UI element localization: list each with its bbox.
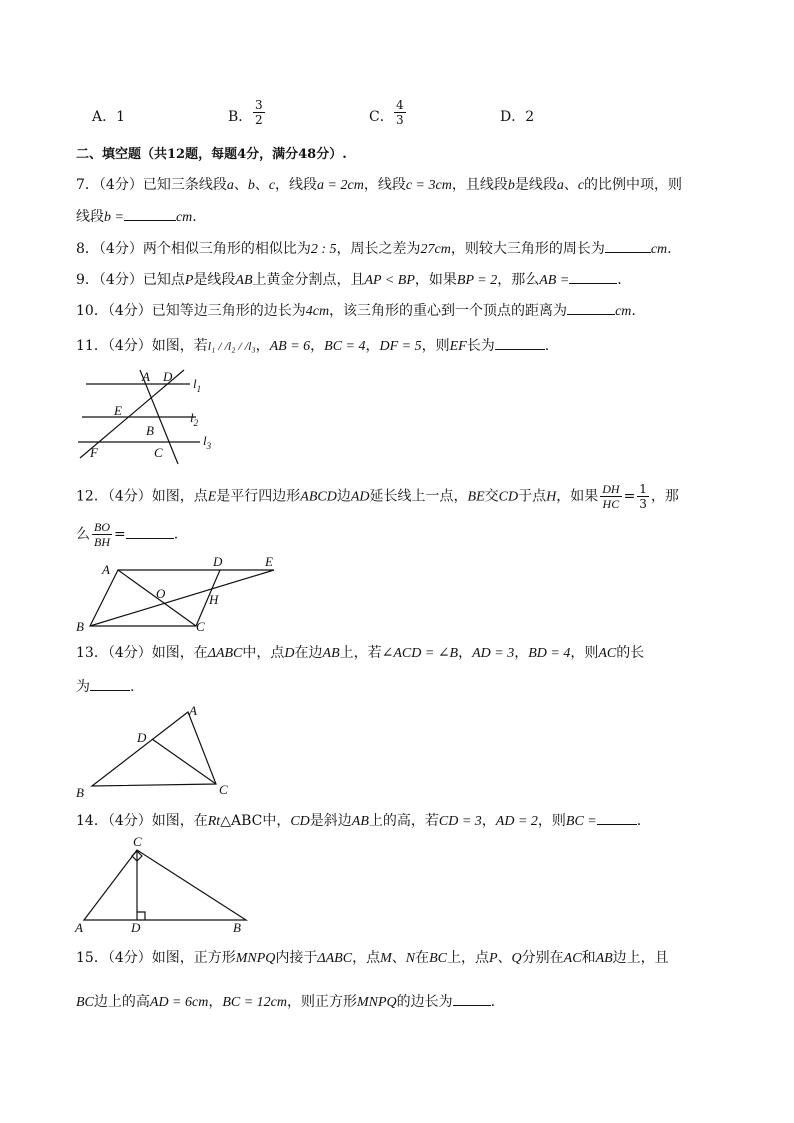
q11-text: . (544, 338, 550, 354)
q12-var: BE (467, 489, 485, 505)
q9-text: 是线段 (193, 272, 236, 288)
q12-text: 是平行四边形 (216, 488, 301, 505)
segment-be (90, 570, 274, 626)
label-b: B (76, 785, 84, 800)
label-b: B (233, 920, 241, 935)
q9-text: ，那么 (497, 272, 540, 288)
q7-text: 7．（4分）已知三条线段 (76, 177, 227, 193)
q13-text: ， (514, 645, 529, 661)
q15-text: 分别在 (521, 950, 564, 966)
option-b-den: 2 (255, 113, 263, 127)
q12-var: E (207, 489, 217, 505)
label-a: A (189, 703, 197, 718)
q7-text: 、 (563, 177, 578, 193)
q15-var: BC (429, 951, 447, 966)
q12-text: ，那 (650, 488, 679, 505)
q7-text: 线段 (76, 209, 104, 225)
q12-var: ABCD (300, 489, 337, 505)
q11-figure (70, 362, 230, 466)
q15-text: 上，点 (446, 950, 489, 966)
q11-math: AB = 6 (269, 339, 311, 354)
q12-fraction-bo-bh (92, 520, 112, 549)
q15-math: AD = 6cm (149, 995, 209, 1010)
q13-var: AC (598, 646, 617, 661)
q9-text: ，如果 (414, 272, 457, 288)
q10-unit: cm (615, 304, 632, 319)
q12-text: 么 (76, 526, 90, 543)
label-h: H (209, 592, 219, 607)
q15-text: ， (208, 994, 223, 1010)
q15-var: Q (511, 951, 522, 966)
q11-math: DF = 5 (379, 339, 422, 354)
label-a: A (75, 920, 83, 935)
q12-den: 3 (639, 497, 647, 511)
q8-math: 27cm (420, 242, 451, 257)
q14-math: Rt (207, 814, 221, 829)
q11-text: ， (310, 338, 325, 354)
q7-text: . (192, 209, 197, 225)
q11-text: 11．（4分）如图，若 (76, 338, 208, 354)
q13-math: ∠ACD = ∠B (381, 646, 459, 661)
question-9 (76, 269, 622, 290)
q12-text: 延长线上一点， (369, 488, 468, 505)
q14-text: 是斜边 (309, 813, 352, 829)
option-b (228, 106, 252, 126)
q7-var: b (247, 178, 255, 193)
parallelogram-abcd (90, 570, 220, 626)
option-c-num: 4 (396, 98, 404, 112)
q13-text: 中，点 (242, 645, 285, 661)
answer-blank[interactable] (124, 206, 176, 221)
q7-text: 是线段 (514, 177, 557, 193)
question-8 (76, 238, 672, 259)
label-d: D (163, 369, 173, 384)
q10-text: ，该三角形的重心到一个顶点的距离为 (329, 303, 568, 319)
option-c-label: C． (369, 109, 394, 125)
q11-text: ，则 (421, 338, 450, 354)
option-c (369, 106, 394, 126)
q15-math: ΔABC (317, 951, 353, 966)
q11-text: 长为 (466, 338, 495, 354)
q14-math: △ABC (220, 813, 263, 829)
q7-unit: cm (175, 210, 193, 225)
question-14 (76, 810, 641, 831)
q15-math: BC = 12cm (222, 995, 287, 1010)
q13-text: 为 (76, 679, 90, 695)
q12-text: = (114, 526, 126, 543)
q15-var: AB (595, 951, 613, 966)
q13-math: BD = 4 (528, 646, 571, 661)
q12-figure (70, 552, 290, 636)
q14-text: . (636, 813, 642, 829)
question-12-line-2 (76, 520, 178, 549)
question-7-line-2 (76, 206, 197, 227)
label-l1: $l_1$ (193, 376, 202, 394)
label-c: C (154, 445, 163, 460)
answer-blank[interactable] (569, 269, 617, 284)
q12-text: 12．（4分）如图，点 (76, 488, 208, 505)
answer-blank[interactable] (605, 238, 651, 253)
q15-text: 边上的高 (93, 994, 150, 1010)
label-c: C (133, 834, 142, 849)
q15-text: ，则正方形 (287, 994, 357, 1010)
segment-cd (152, 739, 216, 784)
question-7-line-1 (76, 176, 682, 195)
q12-var: CD (498, 489, 519, 505)
label-b: B (146, 423, 154, 438)
q14-text: 14．（4分）如图，在 (76, 813, 208, 829)
q12-num: DH (602, 482, 620, 496)
q7-var: c (268, 178, 276, 193)
right-angle-mark-d (137, 912, 145, 920)
label-o: O (156, 586, 166, 601)
q10-text: 10．（4分）已知等边三角形的边长为 (76, 303, 306, 319)
answer-blank[interactable] (453, 991, 491, 1006)
q13-math: ΔABC (207, 646, 243, 661)
label-b: B (76, 619, 84, 634)
q15-var: MNPQ (357, 995, 397, 1010)
q11-math: l₁ / /l₂ / /l₃ (207, 339, 256, 353)
q12-text: 边 (336, 488, 351, 505)
q12-fraction-one-third (637, 482, 649, 511)
q14-var: CD (290, 814, 310, 829)
section-title: 二、填空题（共12题，每题4分，满分48分）. (76, 147, 347, 162)
q12-text: . (173, 526, 179, 543)
q8-unit: cm (650, 242, 668, 257)
q14-math: BC = (565, 814, 597, 829)
question-11 (76, 335, 549, 356)
q15-var: MNPQ (235, 951, 276, 966)
q13-var: AB (322, 646, 340, 661)
q11-math: BC = 4 (324, 339, 366, 354)
option-a: A．1 (92, 109, 126, 125)
q15-var: N (405, 951, 416, 966)
q9-text: . (617, 272, 622, 288)
q13-text: 在边 (294, 645, 323, 661)
label-f: F (90, 445, 98, 460)
q9-text: 9．（4分）已知点 (76, 272, 185, 288)
option-b-label: B． (228, 109, 253, 125)
q7-var: c (577, 178, 585, 193)
label-a: A (102, 562, 110, 577)
label-l2: $l_2$ (190, 410, 199, 428)
q13-figure (70, 696, 250, 800)
q14-math: AD = 2 (495, 814, 538, 829)
q12-text: 于点 (518, 488, 547, 505)
q11-text: ， (255, 338, 270, 354)
option-b-fraction (253, 98, 265, 127)
q14-text: 上的高，若 (368, 813, 439, 829)
answer-blank[interactable] (90, 676, 130, 691)
q13-text: ， (458, 645, 473, 661)
q14-figure (70, 832, 260, 936)
option-c-fraction (394, 98, 406, 127)
q7-text: ，线段 (275, 177, 318, 193)
q12-den: BH (94, 535, 110, 549)
q12-var: AD (350, 489, 370, 505)
label-d: D (213, 554, 223, 569)
q12-den: HC (602, 497, 620, 511)
q15-text: 在 (415, 950, 430, 966)
q15-text: . (490, 994, 496, 1010)
answer-blank[interactable] (567, 300, 615, 315)
q15-var: P (488, 951, 498, 966)
q7-var: a (226, 178, 234, 193)
q13-text: 上，若 (339, 645, 382, 661)
question-13-line-1 (76, 644, 644, 663)
q8-text: . (667, 241, 672, 257)
question-15-line-1 (76, 949, 669, 968)
option-c-den: 3 (396, 113, 404, 127)
q7-text: 、 (233, 177, 248, 193)
q13-text: . (130, 679, 135, 695)
q7-var: a (556, 178, 564, 193)
q7-text: ，且线段 (451, 177, 508, 193)
q12-num: BO (94, 520, 110, 534)
q14-var: AB (351, 814, 369, 829)
q14-math: CD = 3 (438, 814, 482, 829)
q7-math: a = 2cm (317, 178, 364, 193)
label-c: C (219, 782, 228, 797)
q14-text: 中， (262, 813, 291, 829)
q12-fraction-dh-hc (600, 482, 621, 511)
answer-blank[interactable] (597, 810, 637, 825)
q9-text: 上黄金分割点，且 (252, 272, 365, 288)
q15-text: ，点 (352, 950, 381, 966)
q8-text: ，则较大三角形的周长为 (450, 241, 605, 257)
q12-num: 1 (639, 482, 647, 496)
label-e: E (114, 403, 122, 418)
q15-var: M (380, 951, 392, 966)
q7-text: 、 (254, 177, 269, 193)
q7-text: ，线段 (363, 177, 406, 193)
label-d: D (131, 920, 141, 935)
q10-text: . (631, 303, 636, 319)
q14-text: ， (481, 813, 496, 829)
label-c: C (196, 619, 205, 634)
q15-text: 和 (581, 950, 596, 966)
q15-text: 的边长为 (396, 994, 453, 1010)
answer-blank[interactable] (126, 524, 174, 539)
question-10 (76, 300, 636, 321)
q7-text: 的比例中项，则 (584, 177, 683, 193)
q8-text: ，周长之差为 (336, 241, 421, 257)
q12-var: H (546, 489, 557, 505)
q15-text: 边上，且 (612, 950, 669, 966)
label-a: A (142, 369, 150, 384)
q15-text: 、 (497, 950, 512, 966)
triangle-abc (92, 712, 216, 786)
q13-math: AD = 3 (472, 646, 515, 661)
q12-text: ，如果 (556, 488, 599, 505)
answer-blank[interactable] (495, 335, 545, 350)
q15-text: 15．（4分）如图，正方形 (76, 950, 236, 966)
q7-var: b (507, 178, 515, 193)
q9-math: AB = (539, 273, 570, 288)
q13-text: 13．（4分）如图，在 (76, 645, 208, 661)
q15-var: AC (563, 951, 582, 966)
q9-var: P (184, 273, 194, 288)
q15-text: 、 (391, 950, 406, 966)
q11-text: ， (365, 338, 380, 354)
question-13-line-2 (76, 676, 134, 696)
question-15-line-2 (76, 991, 495, 1012)
q13-text: ，则 (570, 645, 599, 661)
q11-var: EF (449, 339, 467, 354)
label-l3: $l_3$ (203, 433, 212, 451)
label-d: D (137, 730, 147, 745)
option-b-num: 3 (255, 98, 263, 112)
q10-math: 4cm (305, 304, 330, 319)
q12-text: 交 (484, 488, 499, 505)
label-e: E (265, 554, 273, 569)
triangle-abc (84, 850, 246, 920)
q9-math: BP = 2 (456, 273, 498, 288)
q15-var: BC (76, 995, 94, 1010)
q13-text: 的长 (616, 645, 645, 661)
q9-math: AP < BP (364, 273, 415, 288)
option-d: D．2 (500, 109, 535, 125)
question-12-line-1 (76, 482, 679, 511)
q12-text: = (623, 488, 636, 505)
q15-text: 内接于 (275, 950, 318, 966)
q13-var: D (284, 646, 295, 661)
q9-var: AB (235, 273, 253, 288)
q8-math: 2 : 5 (310, 242, 337, 257)
q14-text: ，则 (537, 813, 566, 829)
q7-math: b = (104, 210, 124, 225)
q8-text: 8．（4分）两个相似三角形的相似比为 (76, 241, 311, 257)
q7-math: c = 3cm (405, 178, 452, 193)
